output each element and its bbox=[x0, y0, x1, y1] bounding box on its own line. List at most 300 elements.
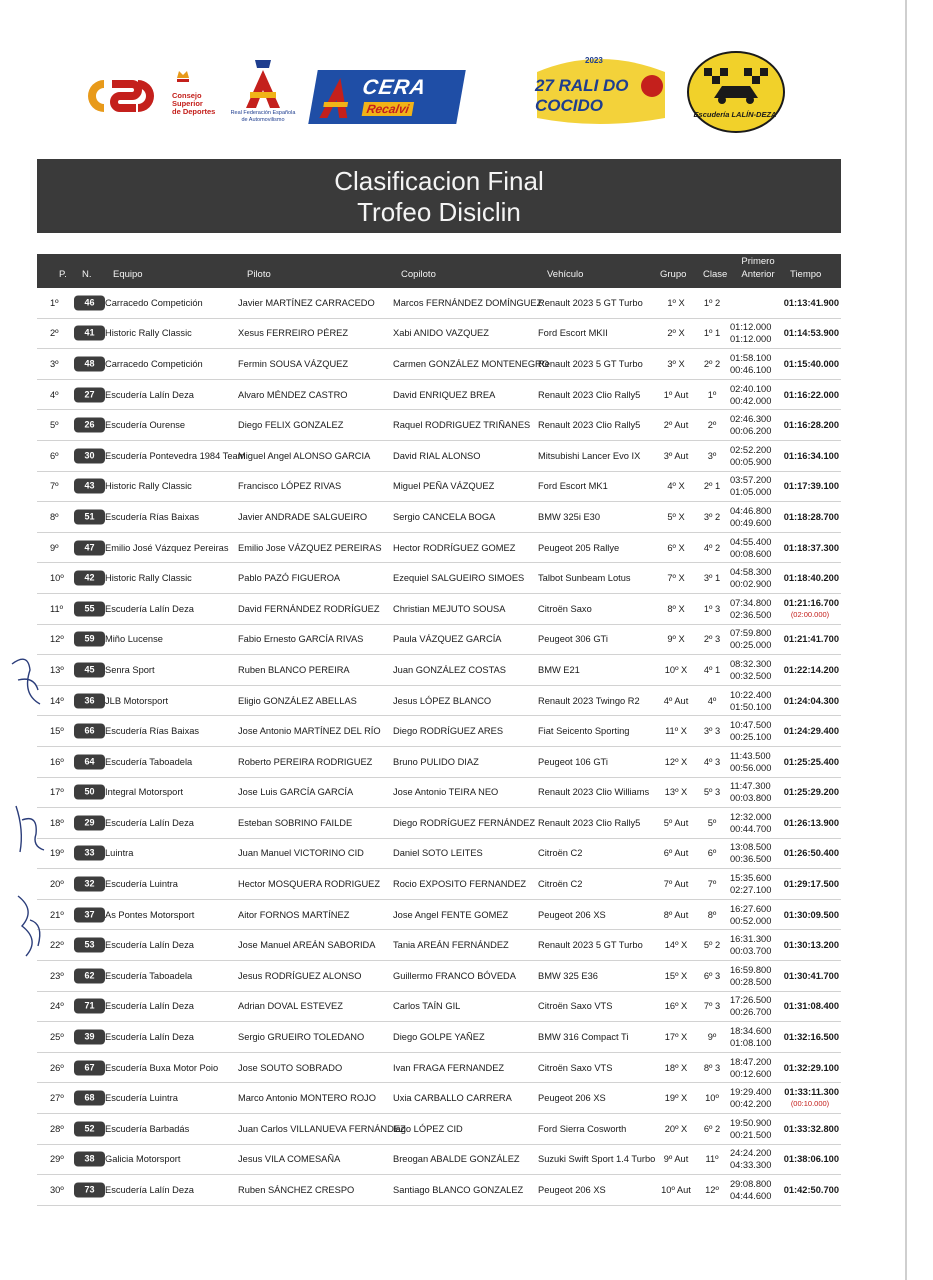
row-group: 3º X bbox=[667, 358, 685, 369]
row-gap-previous: 02:27.100 bbox=[730, 885, 772, 896]
row-car-number-badge: 45 bbox=[74, 662, 105, 677]
row-vehicle: Ford Escort MK1 bbox=[538, 481, 608, 492]
row-car-number-badge: 55 bbox=[74, 601, 105, 616]
row-gap-previous: 00:25.000 bbox=[730, 640, 772, 651]
row-car-number-badge: 32 bbox=[74, 877, 105, 892]
row-team: Escudería Lalín Deza bbox=[105, 389, 194, 400]
row-gap-previous: 01:12.000 bbox=[730, 334, 772, 345]
row-gap bbox=[730, 780, 780, 804]
row-time-value: 01:30:13.200 bbox=[783, 940, 839, 951]
row-time-value: 01:30:41.700 bbox=[783, 970, 839, 981]
row-gap bbox=[730, 1117, 780, 1141]
row-class: 4º 2 bbox=[703, 542, 721, 553]
row-team: Senra Sport bbox=[105, 664, 155, 675]
row-position: 29º bbox=[50, 1154, 64, 1165]
row-car-number-badge: 42 bbox=[74, 571, 105, 586]
row-time-value: 01:22:14.200 bbox=[783, 664, 839, 675]
table-row bbox=[37, 869, 841, 900]
row-gap bbox=[730, 505, 780, 529]
row-car-number-badge: 37 bbox=[74, 907, 105, 922]
row-gap bbox=[730, 597, 780, 621]
row-vehicle: Renault 2023 Clio Williams bbox=[538, 787, 650, 798]
row-group: 16º X bbox=[664, 1001, 688, 1012]
row-position: 15º bbox=[50, 726, 64, 737]
row-time-value: 01:18:40.200 bbox=[783, 573, 839, 584]
row-class: 5º 2 bbox=[703, 940, 721, 951]
row-gap-previous: 01:05.000 bbox=[730, 487, 772, 498]
table-header bbox=[37, 254, 841, 288]
row-time bbox=[781, 1153, 839, 1165]
row-time bbox=[781, 1086, 839, 1110]
cera-logo bbox=[308, 70, 466, 124]
row-driver: Ruben SÁNCHEZ CRESPO bbox=[238, 1185, 355, 1196]
row-group: 7º X bbox=[667, 573, 685, 584]
row-time-value: 01:29:17.500 bbox=[783, 879, 839, 890]
row-team: Escudería Taboadela bbox=[105, 756, 193, 767]
table-row bbox=[37, 930, 841, 961]
row-time bbox=[781, 939, 839, 951]
row-time-value: 01:15:40.000 bbox=[783, 358, 839, 369]
row-time bbox=[781, 664, 839, 676]
row-position: 4º bbox=[50, 389, 59, 400]
row-codriver: Xabi ANIDO VAZQUEZ bbox=[393, 328, 489, 339]
page-edge-line bbox=[905, 0, 907, 1280]
row-class: 2º 2 bbox=[703, 358, 721, 369]
row-driver: Xesus FERREIRO PÉREZ bbox=[238, 328, 349, 339]
row-class: 6º 3 bbox=[703, 970, 721, 981]
row-driver: Esteban SOBRINO FAILDE bbox=[238, 817, 353, 828]
row-gap-previous: 00:28.500 bbox=[730, 976, 772, 987]
row-time-value: 01:38:06.100 bbox=[783, 1154, 839, 1165]
row-codriver: Carmen GONZÁLEZ MONTENEGRO bbox=[393, 358, 549, 369]
row-car-number-badge: 27 bbox=[74, 387, 105, 402]
row-gap-previous: 04:44.600 bbox=[730, 1191, 772, 1202]
row-group: 1º X bbox=[667, 297, 685, 308]
row-codriver: Diego RODRÍGUEZ ARES bbox=[393, 726, 504, 737]
checkered-car-icon bbox=[686, 50, 786, 135]
row-group: 13º X bbox=[664, 787, 688, 798]
col-header-team: Equipo bbox=[113, 269, 143, 280]
table-row bbox=[37, 1175, 841, 1206]
row-class: 2º bbox=[707, 420, 717, 431]
row-group: 1º Aut bbox=[663, 389, 689, 400]
row-group: 2º Aut bbox=[663, 420, 689, 431]
table-row bbox=[37, 288, 841, 319]
row-class: 5º bbox=[707, 817, 717, 828]
row-gap bbox=[730, 689, 780, 713]
row-team: Escudería Lalín Deza bbox=[105, 603, 194, 614]
row-position: 28º bbox=[50, 1123, 64, 1134]
row-driver: Miguel Angel ALONSO GARCIA bbox=[238, 450, 371, 461]
row-gap-previous: 04:33.300 bbox=[730, 1160, 772, 1171]
row-gap-previous: 00:21.500 bbox=[730, 1129, 772, 1140]
rfea-emblem-icon bbox=[238, 58, 288, 110]
table-row bbox=[37, 533, 841, 564]
escuderia-logo bbox=[686, 50, 786, 135]
row-gap-first: 29:08.800 bbox=[730, 1179, 772, 1190]
col-header-vehicle: Vehículo bbox=[547, 269, 584, 280]
row-vehicle: Renault 2023 Clio Rally5 bbox=[538, 420, 641, 431]
row-gap-previous: 00:03.800 bbox=[730, 793, 772, 804]
row-codriver: Carlos TAÍN GIL bbox=[393, 1001, 461, 1012]
row-time bbox=[781, 297, 839, 309]
row-time-value: 01:26:13.900 bbox=[783, 817, 839, 828]
row-group: 10º Aut bbox=[661, 1185, 691, 1196]
row-gap-first: 08:32.300 bbox=[730, 658, 772, 669]
row-time bbox=[781, 817, 839, 829]
row-vehicle: BMW E21 bbox=[538, 664, 580, 675]
row-time bbox=[781, 756, 839, 768]
row-group: 4º Aut bbox=[663, 695, 689, 706]
row-class: 2º 1 bbox=[703, 481, 721, 492]
row-gap-first: 12:32.000 bbox=[730, 811, 772, 822]
rfea-label: Real Federación Española de Automovilismo bbox=[230, 110, 296, 123]
signature-mark-3 bbox=[14, 890, 50, 960]
table-row bbox=[37, 1083, 841, 1114]
row-position: 10º bbox=[50, 573, 64, 584]
row-position: 7º bbox=[50, 481, 59, 492]
row-class: 4º 3 bbox=[703, 756, 721, 767]
cera-title: CERA bbox=[360, 76, 429, 99]
row-time bbox=[781, 909, 839, 921]
row-driver: Jesus VILA COMESAÑA bbox=[238, 1154, 341, 1165]
row-time-value: 01:16:28.200 bbox=[783, 420, 839, 431]
row-team: Carracedo Competición bbox=[105, 358, 203, 369]
table-row bbox=[37, 686, 841, 717]
row-position: 22º bbox=[50, 940, 64, 951]
row-position: 5º bbox=[50, 420, 59, 431]
row-gap-first: 16:31.300 bbox=[730, 934, 772, 945]
row-vehicle: Peugeot 206 XS bbox=[538, 1093, 606, 1104]
row-time bbox=[781, 786, 839, 798]
row-time-value: 01:17:39.100 bbox=[783, 481, 839, 492]
row-group: 6º X bbox=[667, 542, 685, 553]
row-class: 3º 3 bbox=[703, 726, 721, 737]
table-row bbox=[37, 900, 841, 931]
row-car-number-badge: 47 bbox=[74, 540, 105, 555]
row-time bbox=[781, 847, 839, 859]
table-row bbox=[37, 839, 841, 870]
title-banner bbox=[37, 159, 841, 233]
row-vehicle: Citroën Saxo VTS bbox=[538, 1001, 613, 1012]
table-row bbox=[37, 625, 841, 656]
row-time bbox=[781, 358, 839, 370]
col-header-driver: Piloto bbox=[247, 269, 271, 280]
csd-logo bbox=[88, 68, 223, 128]
row-position: 13º bbox=[50, 664, 64, 675]
row-time-value: 01:32:16.500 bbox=[783, 1032, 839, 1043]
row-group: 2º X bbox=[667, 328, 685, 339]
row-gap-first: 01:12.000 bbox=[730, 322, 772, 333]
signature-mark-2 bbox=[10, 800, 46, 860]
row-gap bbox=[730, 444, 780, 468]
row-gap bbox=[730, 352, 780, 376]
row-codriver: Santiago BLANCO GONZALEZ bbox=[393, 1185, 524, 1196]
row-vehicle: BMW 325i E30 bbox=[538, 511, 601, 522]
table-row bbox=[37, 655, 841, 686]
row-codriver: Daniel SOTO LEITES bbox=[393, 848, 483, 859]
row-gap-first: 10:22.400 bbox=[730, 689, 772, 700]
row-time-value: 01:21:16.700 bbox=[783, 597, 839, 608]
row-time bbox=[781, 878, 839, 890]
row-vehicle: BMW 316 Compact Ti bbox=[538, 1032, 629, 1043]
row-time-value: 01:24:29.400 bbox=[783, 726, 839, 737]
row-driver: Ruben BLANCO PEREIRA bbox=[238, 664, 350, 675]
row-car-number-badge: 30 bbox=[74, 448, 105, 463]
row-gap bbox=[730, 474, 780, 498]
col-header-gap bbox=[740, 255, 776, 281]
row-gap-first: 04:55.400 bbox=[730, 536, 772, 547]
row-time bbox=[781, 725, 839, 737]
col-header-previous: Anterior bbox=[741, 269, 775, 280]
row-codriver: Ivan FRAGA FERNANDEZ bbox=[393, 1062, 505, 1073]
row-driver: Jesus RODRÍGUEZ ALONSO bbox=[238, 970, 362, 981]
row-class: 1º 2 bbox=[703, 297, 721, 308]
row-car-number-badge: 51 bbox=[74, 509, 105, 524]
row-group: 10º X bbox=[664, 664, 688, 675]
row-driver: Hector MOSQUERA RODRIGUEZ bbox=[238, 879, 381, 890]
row-class: 5º 3 bbox=[703, 787, 721, 798]
row-class: 6º bbox=[707, 848, 717, 859]
row-group: 14º X bbox=[664, 940, 688, 951]
table-row bbox=[37, 808, 841, 839]
row-time bbox=[781, 597, 839, 621]
row-car-number-badge: 67 bbox=[74, 1060, 105, 1075]
row-class: 8º bbox=[707, 909, 717, 920]
row-class: 1º 3 bbox=[703, 603, 721, 614]
row-position: 14º bbox=[50, 695, 64, 706]
row-vehicle: Renault 2023 Twingo R2 bbox=[538, 695, 640, 706]
row-vehicle: Peugeot 205 Rallye bbox=[538, 542, 620, 553]
row-time bbox=[781, 450, 839, 462]
col-header-position: P. bbox=[59, 269, 67, 280]
row-driver: David FERNÁNDEZ RODRÍGUEZ bbox=[238, 603, 380, 614]
row-team: Escudería Taboadela bbox=[105, 970, 193, 981]
row-driver: Francisco LÓPEZ RIVAS bbox=[238, 481, 342, 492]
row-time-value: 01:16:34.100 bbox=[783, 450, 839, 461]
row-gap-first: 02:40.100 bbox=[730, 383, 772, 394]
row-car-number-badge: 73 bbox=[74, 1183, 105, 1198]
row-codriver: Tania AREÁN FERNÁNDEZ bbox=[393, 940, 509, 951]
row-gap-first: 07:59.800 bbox=[730, 628, 772, 639]
row-car-number-badge: 38 bbox=[74, 1152, 105, 1167]
row-codriver: Guillermo FRANCO BÓVEDA bbox=[393, 970, 516, 981]
row-codriver: Jose Antonio TEIRA NEO bbox=[393, 787, 499, 798]
row-position: 12º bbox=[50, 634, 64, 645]
row-class: 7º 3 bbox=[703, 1001, 721, 1012]
row-gap bbox=[730, 1025, 780, 1049]
row-team: Galicia Motorsport bbox=[105, 1154, 181, 1165]
table-row bbox=[37, 349, 841, 380]
col-header-class: Clase bbox=[703, 269, 728, 280]
table-row bbox=[37, 319, 841, 350]
row-time-value: 01:42:50.700 bbox=[783, 1185, 839, 1196]
row-gap bbox=[730, 413, 780, 437]
table-row bbox=[37, 1145, 841, 1176]
table-row bbox=[37, 410, 841, 441]
row-codriver: Bruno PULIDO DIAZ bbox=[393, 756, 479, 767]
row-gap-first: 17:26.500 bbox=[730, 995, 772, 1006]
table-row bbox=[37, 380, 841, 411]
row-car-number-badge: 64 bbox=[74, 754, 105, 769]
row-gap bbox=[730, 566, 780, 590]
row-gap-first: 02:46.300 bbox=[730, 414, 772, 425]
row-time-value: 01:18:28.700 bbox=[783, 511, 839, 522]
row-gap-previous: 00:03.700 bbox=[730, 946, 772, 957]
row-time-value: 01:25:25.400 bbox=[783, 756, 839, 767]
row-time bbox=[781, 389, 839, 401]
row-car-number-badge: 46 bbox=[74, 295, 105, 310]
row-codriver: Rocio EXPOSITO FERNANDEZ bbox=[393, 879, 527, 890]
row-gap-previous: 00:56.000 bbox=[730, 762, 772, 773]
row-position: 20º bbox=[50, 879, 64, 890]
row-codriver: Jesus LÓPEZ BLANCO bbox=[393, 695, 492, 706]
row-gap-previous: 02:36.500 bbox=[730, 609, 772, 620]
row-position: 24º bbox=[50, 1001, 64, 1012]
row-class: 3º bbox=[707, 450, 717, 461]
row-vehicle: Renault 2023 5 GT Turbo bbox=[538, 940, 643, 951]
row-codriver: Raquel RODRIGUEZ TRIÑANES bbox=[393, 420, 531, 431]
row-class: 3º 2 bbox=[703, 511, 721, 522]
crown-icon bbox=[176, 68, 190, 86]
table-row bbox=[37, 441, 841, 472]
row-gap bbox=[730, 841, 780, 865]
row-gap-first: 11:47.300 bbox=[730, 781, 771, 792]
row-gap-first: 11:43.500 bbox=[730, 750, 771, 761]
row-codriver: Ezequiel SALGUEIRO SIMOES bbox=[393, 573, 525, 584]
row-gap-previous: 00:49.600 bbox=[730, 517, 772, 528]
row-position: 23º bbox=[50, 970, 64, 981]
row-team: Escudería Barbadás bbox=[105, 1123, 190, 1134]
col-header-time: Tiempo bbox=[790, 269, 822, 280]
row-gap-previous: 01:08.100 bbox=[730, 1038, 772, 1049]
row-driver: Emilio Jose VÁZQUEZ PEREIRAS bbox=[238, 542, 382, 553]
row-team: As Pontes Motorsport bbox=[105, 909, 195, 920]
row-gap bbox=[730, 1086, 780, 1110]
row-class: 11º bbox=[705, 1154, 719, 1165]
row-class: 1º 1 bbox=[703, 328, 721, 339]
row-team: Integral Motorsport bbox=[105, 787, 184, 798]
row-driver: Jose Luis GARCÍA GARCÍA bbox=[238, 787, 354, 798]
row-group: 5º Aut bbox=[663, 817, 689, 828]
row-gap-first: 10:47.500 bbox=[730, 720, 772, 731]
row-position: 1º bbox=[50, 297, 59, 308]
row-gap bbox=[730, 1178, 780, 1202]
row-codriver: Iago LÓPEZ CID bbox=[393, 1123, 463, 1134]
row-driver: Sergio GRUEIRO TOLEDANO bbox=[238, 1032, 365, 1043]
row-team: Escudería Pontevedra 1984 Team bbox=[105, 450, 246, 461]
row-team: Historic Rally Classic bbox=[105, 328, 192, 339]
row-team: Escudería Lalín Deza bbox=[105, 940, 194, 951]
row-position: 21º bbox=[50, 909, 64, 920]
row-gap-previous: 00:25.100 bbox=[730, 732, 772, 743]
table-row bbox=[37, 1053, 841, 1084]
signature-mark-1 bbox=[8, 650, 44, 710]
row-codriver: Miguel PEÑA VÁZQUEZ bbox=[393, 481, 495, 492]
row-class: 4º 1 bbox=[703, 664, 721, 675]
rali-year: 2023 bbox=[585, 56, 603, 65]
row-gap-first: 13:08.500 bbox=[730, 842, 772, 853]
cera-sponsor: Recalvi bbox=[362, 102, 414, 116]
row-gap bbox=[730, 321, 780, 345]
row-vehicle: Citroën Saxo bbox=[538, 603, 592, 614]
row-position: 9º bbox=[50, 542, 59, 553]
row-car-number-badge: 71 bbox=[74, 999, 105, 1014]
row-team: JLB Motorsport bbox=[105, 695, 169, 706]
row-time bbox=[781, 1000, 839, 1012]
csd-emblem-icon bbox=[88, 78, 154, 114]
row-car-number-badge: 39 bbox=[74, 1030, 105, 1045]
col-header-codriver: Copiloto bbox=[401, 269, 436, 280]
row-car-number-badge: 66 bbox=[74, 724, 105, 739]
row-car-number-badge: 59 bbox=[74, 632, 105, 647]
col-header-group: Grupo bbox=[660, 269, 687, 280]
row-time bbox=[781, 542, 839, 554]
row-vehicle: Renault 2023 5 GT Turbo bbox=[538, 358, 643, 369]
row-car-number-badge: 36 bbox=[74, 693, 105, 708]
table-row bbox=[37, 1114, 841, 1145]
row-vehicle: Fiat Seicento Sporting bbox=[538, 726, 630, 737]
row-position: 6º bbox=[50, 450, 59, 461]
row-driver: Jose Manuel AREÁN SABORIDA bbox=[238, 940, 376, 951]
row-car-number-badge: 26 bbox=[74, 418, 105, 433]
row-gap bbox=[730, 903, 780, 927]
row-vehicle: Renault 2023 Clio Rally5 bbox=[538, 389, 641, 400]
row-gap-first: 18:47.200 bbox=[730, 1056, 772, 1067]
row-driver: Pablo PAZÓ FIGUEROA bbox=[238, 573, 341, 584]
row-vehicle: Renault 2023 Clio Rally5 bbox=[538, 817, 641, 828]
row-position: 30º bbox=[50, 1185, 64, 1196]
row-vehicle: Citroën Saxo VTS bbox=[538, 1062, 613, 1073]
row-gap-first: 16:27.600 bbox=[730, 903, 772, 914]
row-codriver: Diego RODRÍGUEZ FERNÁNDEZ bbox=[393, 817, 536, 828]
row-gap-first: 18:34.600 bbox=[730, 1026, 772, 1037]
row-gap bbox=[730, 933, 780, 957]
row-group: 19º X bbox=[664, 1093, 688, 1104]
row-car-number-badge: 43 bbox=[74, 479, 105, 494]
row-team: Miño Lucense bbox=[105, 634, 163, 645]
row-car-number-badge: 33 bbox=[74, 846, 105, 861]
page-subtitle: Trofeo Disiclin bbox=[357, 197, 521, 227]
row-time-value: 01:14:53.900 bbox=[783, 328, 839, 339]
row-team: Historic Rally Classic bbox=[105, 573, 192, 584]
page-title: Clasificacion Final bbox=[334, 166, 544, 196]
row-group: 11º X bbox=[665, 726, 687, 737]
results-table-body bbox=[37, 288, 841, 1206]
row-time-value: 01:16:22.000 bbox=[783, 389, 839, 400]
row-driver: Jose SOUTO SOBRADO bbox=[238, 1062, 343, 1073]
row-gap bbox=[730, 811, 780, 835]
row-team: Escudería Ourense bbox=[105, 420, 186, 431]
row-vehicle: Mitsubishi Lancer Evo IX bbox=[538, 450, 641, 461]
escuderia-label: Escudería LALÍN-DEZA bbox=[693, 110, 777, 119]
table-row bbox=[37, 716, 841, 747]
row-class: 7º bbox=[707, 879, 717, 890]
row-position: 26º bbox=[50, 1062, 64, 1073]
row-gap bbox=[730, 1147, 780, 1171]
row-vehicle: Renault 2023 5 GT Turbo bbox=[538, 297, 643, 308]
row-vehicle: Peugeot 206 XS bbox=[538, 1185, 606, 1196]
row-position: 16º bbox=[50, 756, 64, 767]
row-time bbox=[781, 695, 839, 707]
table-row bbox=[37, 472, 841, 503]
row-group: 6º Aut bbox=[663, 848, 689, 859]
row-time bbox=[781, 1031, 839, 1043]
table-row bbox=[37, 961, 841, 992]
row-time-value: 01:33:11.300 bbox=[784, 1087, 839, 1098]
cera-emblem-icon bbox=[315, 74, 359, 120]
row-team: Historic Rally Classic bbox=[105, 481, 192, 492]
